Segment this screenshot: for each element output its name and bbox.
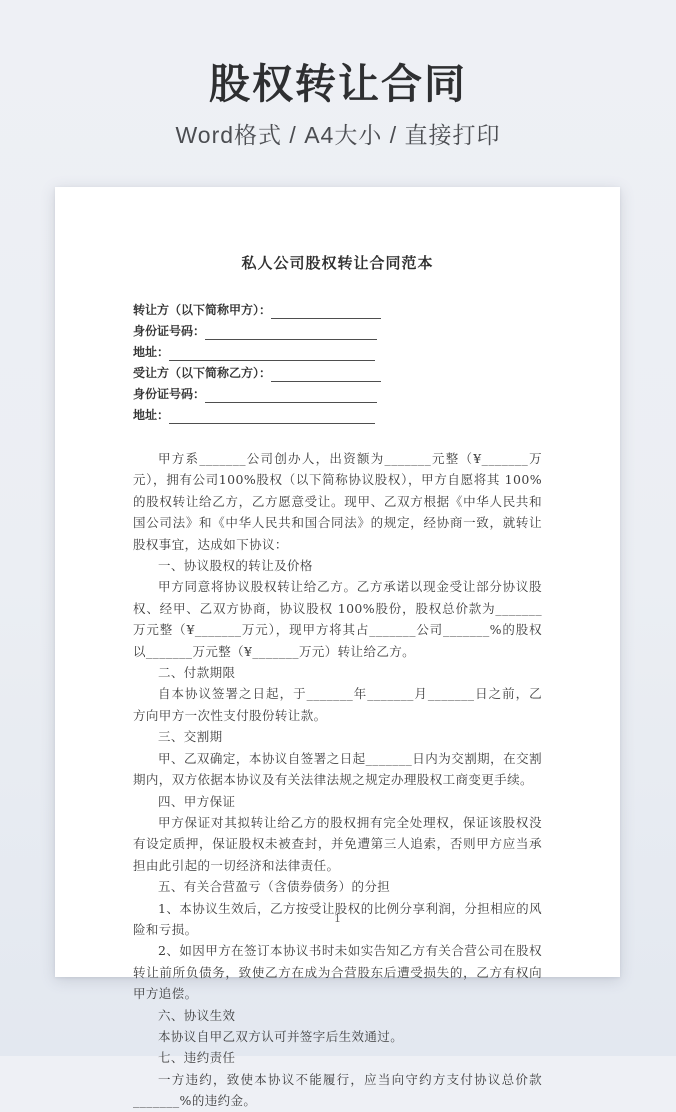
document-paragraph: 甲方保证对其拟转让给乙方的股权拥有完全处理权，保证该股权没有设定质押，保证股权未被查封，并免遭第三人追索，否则甲方应当承担由此引起的一切经济和法律责任。 [133, 814, 542, 873]
blank-line [205, 326, 377, 340]
document-paragraph: 五、有关合营盈亏（含债券债务）的分担 [158, 879, 391, 895]
document-paragraph: 自本协议签署之日起，于_______年_______月_______日之前，乙方向甲方一次性支付股份转让款。 [133, 686, 542, 723]
party-field-label: 地址： [133, 408, 170, 422]
party-field-label: 身份证号码： [133, 324, 206, 338]
blank-line [205, 389, 377, 403]
document-paragraph: 1、本协议生效后，乙方按受让股权的比例分享利润，分担相应的风险和亏损。 [133, 900, 542, 937]
document-body [133, 448, 542, 1112]
page-number: 1 [334, 912, 341, 925]
party-field-label: 受让方（以下简称乙方）： [133, 366, 272, 380]
blank-line [169, 347, 375, 361]
document-paragraph: 2、如因甲方在签订本协议书时未如实告知乙方有关合营公司在股权转让前所负债务，致使乙方在成为合营股东后遭受损失的，乙方有权向甲方追偿。 [133, 943, 542, 1002]
party-field-label: 身份证号码： [133, 387, 206, 401]
party-field-row [133, 340, 542, 361]
party-field-label: 地址： [133, 345, 170, 359]
blank-line [169, 410, 375, 424]
party-field-label: 转让方（以下简称甲方）： [133, 303, 272, 317]
party-field-row [133, 319, 542, 340]
document-paragraph: 三、交割期 [158, 729, 223, 745]
party-field-row [133, 361, 542, 382]
document-paragraph: 甲、乙双确定，本协议自签署之日起_______日内为交割期，在交割期内，双方依据本协议及有关法律法规之规定办理股权工商变更手续。 [133, 750, 542, 788]
party-field-row [133, 403, 542, 424]
party-field-row [133, 298, 542, 319]
document-paragraph: 一方违约，致使本协议不能履行，应当向守约方支付协议总价款_______%的违约金。 [133, 1071, 542, 1109]
document-title: 私人公司股权转让合同范本 [241, 254, 434, 272]
blank-line [271, 368, 381, 382]
party-fields [133, 298, 542, 424]
party-field-row [133, 382, 542, 403]
blank-line [271, 305, 381, 319]
page-title: 股权转让合同 [209, 61, 467, 107]
document-paragraph: 一、协议股权的转让及价格 [158, 558, 313, 574]
document-paragraph: 四、甲方保证 [158, 793, 236, 809]
document-paragraph: 二、付款期限 [158, 665, 236, 681]
document-page [55, 187, 620, 1109]
document-paragraph: 六、协议生效 [158, 1007, 236, 1023]
header [0, 0, 676, 151]
document-paragraph: 本协议自甲乙双方认可并签字后生效通过。 [158, 1028, 404, 1044]
document-paragraph: 甲方系_______公司创办人，出资额为_______元整（¥_______万元），拥有公司100%股权（以下简称协议股权），甲方自愿将其 100%的股权转让给乙方，乙方愿意受让。现甲、乙双方根据《中华人民共和国公司法》和《中华人民共和国合同法》的规定，经协商一致，就转让股权事宜，达成如下协议： [133, 451, 542, 552]
document-paragraph: 七、违约责任 [158, 1050, 236, 1066]
page-subtitle: Word格式 / A4大小 / 直接打印 [175, 122, 501, 149]
document-paragraph: 甲方同意将协议股权转让给乙方。乙方承诺以现金受让部分协议股权、经甲、乙双方协商，协议股权 100%股份，股权总价款为_______万元整（¥_______万元），现甲方将其占_______公司_______%的股权以_______万元整（¥_______万元）转让给乙方。 [133, 579, 542, 659]
